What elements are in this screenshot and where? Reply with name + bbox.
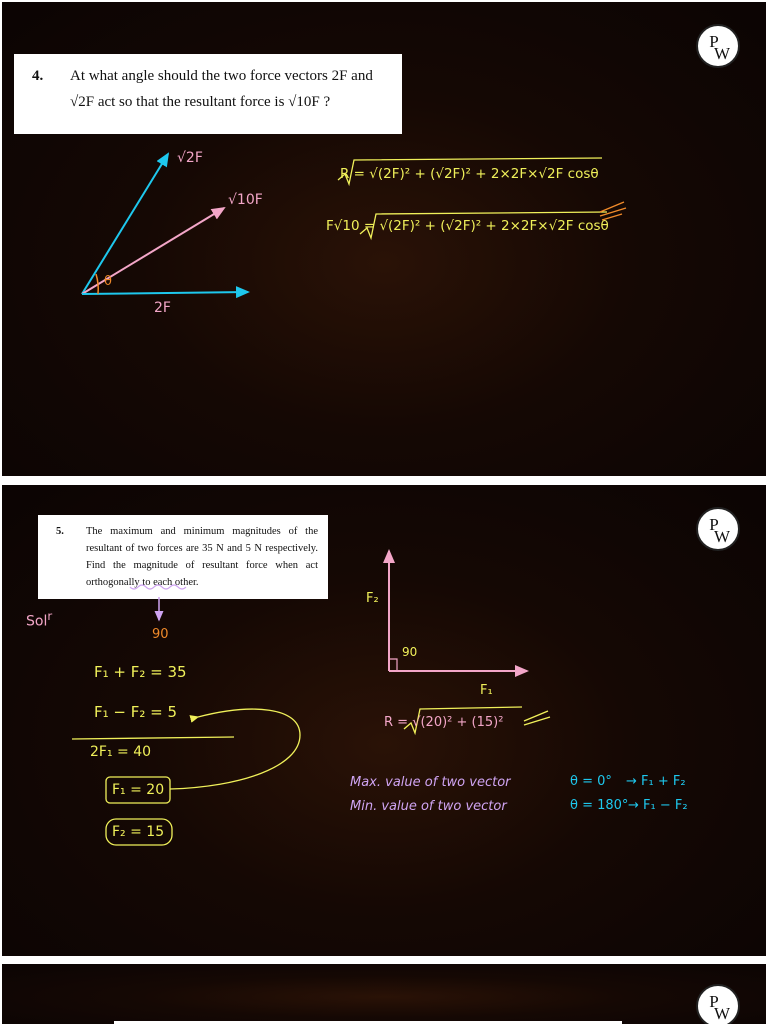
equation-resultant: R = √(20)² + (15)² xyxy=(384,715,504,730)
equation-2f1: 2F₁ = 40 xyxy=(90,744,152,760)
angle-90-note: 90 xyxy=(152,627,169,642)
vector-2f-arrow xyxy=(82,292,248,294)
result-f2: F₂ = 15 xyxy=(112,824,165,840)
label-f2: F₂ xyxy=(366,591,379,606)
max-theta: θ = 0° xyxy=(570,774,612,789)
question-number: 4. xyxy=(32,68,44,84)
slide-question-5 xyxy=(2,485,766,956)
question-number: 5. xyxy=(56,526,64,537)
right-angle-mark xyxy=(389,659,397,671)
max-value-label: Max. value of two vector xyxy=(350,775,511,790)
vector-sqrt2f-arrow xyxy=(82,154,168,294)
label-theta: θ xyxy=(104,274,112,289)
min-theta: θ = 180° xyxy=(570,798,629,813)
label-2f: 2F xyxy=(154,300,171,316)
pw-logo: P W xyxy=(696,24,740,68)
equation-resultant: R = √(2F)² + (√2F)² + 2×2F×√2F cosθ xyxy=(340,166,599,182)
question-text-line-2: √2F act so that the resultant force is √10F ? xyxy=(70,94,331,110)
equation-substituted: F√10 = √(2F)² + (√2F)² + 2×2F×√2F cosθ xyxy=(326,218,609,234)
label-sqrt2f: √2F xyxy=(177,150,203,166)
vector-diagram-q4 xyxy=(2,2,766,476)
equation-difference: F₁ − F₂ = 5 xyxy=(94,703,178,721)
label-f1: F₁ xyxy=(480,683,493,698)
label-90: 90 xyxy=(402,645,418,659)
min-value-label: Min. value of two vector xyxy=(350,799,507,814)
curved-arrow xyxy=(170,709,300,789)
wavy-underline xyxy=(130,585,186,589)
slide-question-4 xyxy=(2,2,766,476)
label-sqrt10f: √10F xyxy=(228,192,263,208)
check-mark xyxy=(524,711,550,725)
solution-label: Sol$^r$ xyxy=(26,609,53,630)
addition-line xyxy=(72,737,234,739)
equation-sum: F₁ + F₂ = 35 xyxy=(94,663,187,681)
slide-next-partial xyxy=(2,964,766,1024)
question-text-line-1: At what angle should the two force vectors 2F and xyxy=(70,68,373,84)
pw-logo: P W xyxy=(696,507,740,551)
max-result: → F₁ + F₂ xyxy=(626,774,686,789)
pw-logo: P W xyxy=(696,984,740,1024)
result-f1: F₁ = 20 xyxy=(112,782,165,798)
min-result: → F₁ − F₂ xyxy=(628,798,688,813)
question-text: The maximum and minimum magnitudes of the resultant of two forces are 35 N and 5 N respectively. Find the magnitude of resultant force when act orthogonally to each other. xyxy=(86,526,318,588)
